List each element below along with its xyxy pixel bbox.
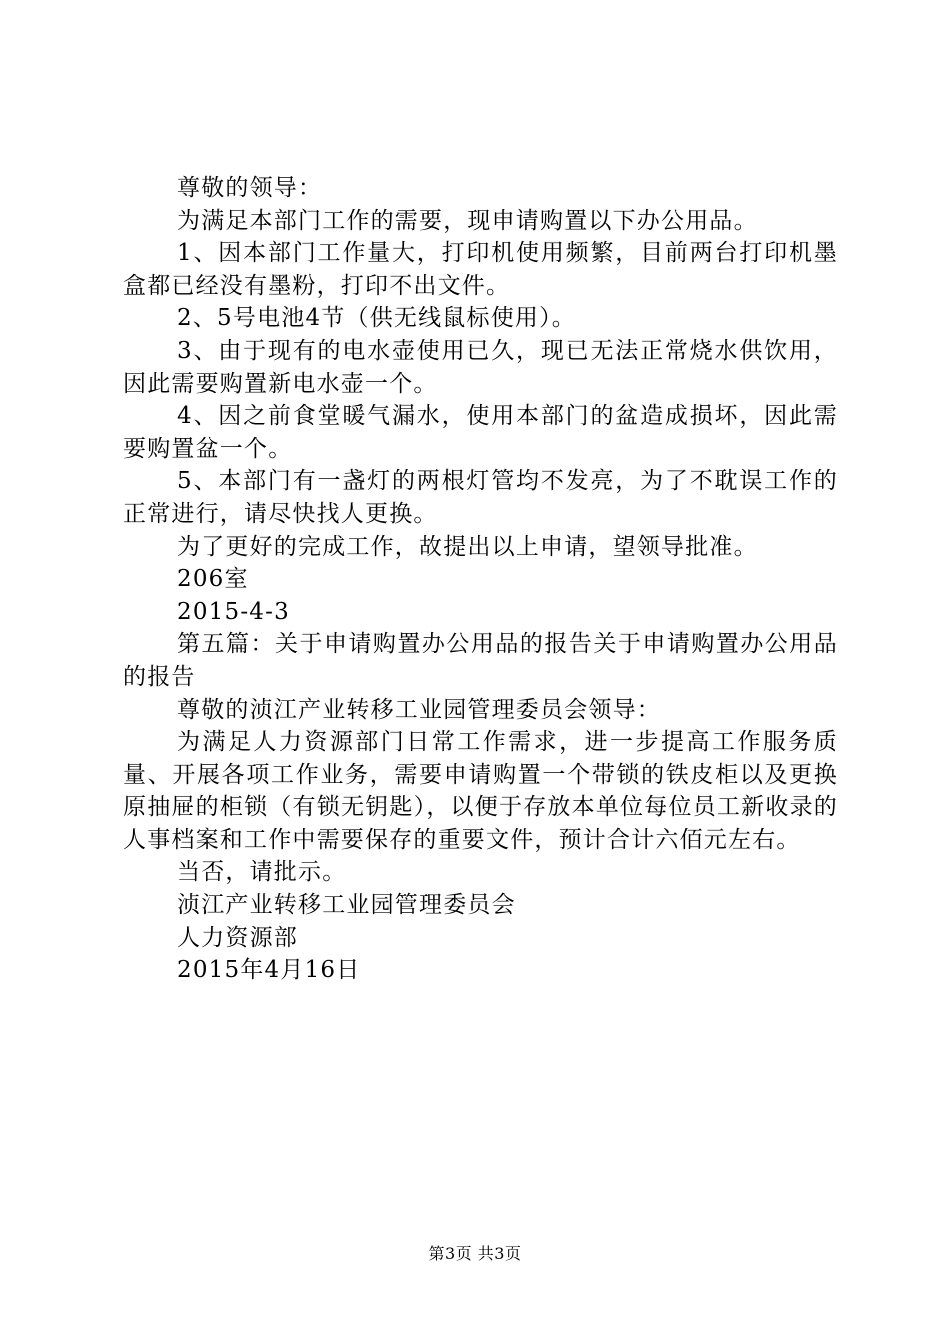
date-line: 2015-4-3 [177, 598, 290, 625]
signature-department: 人力资源部 [177, 924, 298, 951]
item-1-paragraph: 1、因本部门工作量大，打印机使用频繁，目前两台打印机墨盒都已经没有墨粉，打印不出文件。 [123, 240, 838, 299]
request-paragraph: 为满足人力资源部门日常工作需求，进一步提高工作服务质量、开展各项工作业务，需要申请购置一个带锁的铁皮柜以及更换原抽屉的柜锁（有锁无钥匙），以便于存放本单位每位员工新收录的人事档案和工作中需要保存的重要文件，预计合计六佰元左右。 [123, 729, 838, 853]
room-label: 206室 [177, 566, 249, 593]
page-footer: 第3页 共3页 [428, 1244, 522, 1263]
item-5-paragraph: 5、本部门有一盏灯的两根灯管均不发亮，为了不耽误工作的正常进行，请尽快找人更换。 [123, 468, 838, 527]
item-4-paragraph: 4、因之前食堂暖气漏水，使用本部门的盆造成损坏，因此需要购置盆一个。 [123, 403, 838, 462]
signature-date: 2015年4月16日 [177, 957, 361, 984]
greeting: 尊敬的领导： [177, 175, 323, 201]
approval-request: 当否，请批示。 [177, 859, 347, 886]
section-heading: 第五篇：关于申请购置办公用品的报告关于申请购置办公用品的报告 [123, 631, 838, 690]
closing-paragraph: 为了更好的完成工作，故提出以上申请，望领导批准。 [177, 533, 758, 560]
intro-paragraph: 为满足本部门工作的需要，现申请购置以下办公用品。 [177, 207, 758, 234]
document-body [123, 172, 838, 987]
second-greeting: 尊敬的浈江产业转移工业园管理委员会领导： [177, 696, 661, 723]
signature-organization: 浈江产业转移工业园管理委员会 [177, 892, 516, 919]
item-3-paragraph: 3、由于现有的电水壶使用已久，现已无法正常烧水供饮用，因此需要购置新电水壶一个。 [123, 337, 838, 397]
item-2-paragraph: 2、5号电池4节（供无线鼠标使用）。 [177, 305, 576, 332]
